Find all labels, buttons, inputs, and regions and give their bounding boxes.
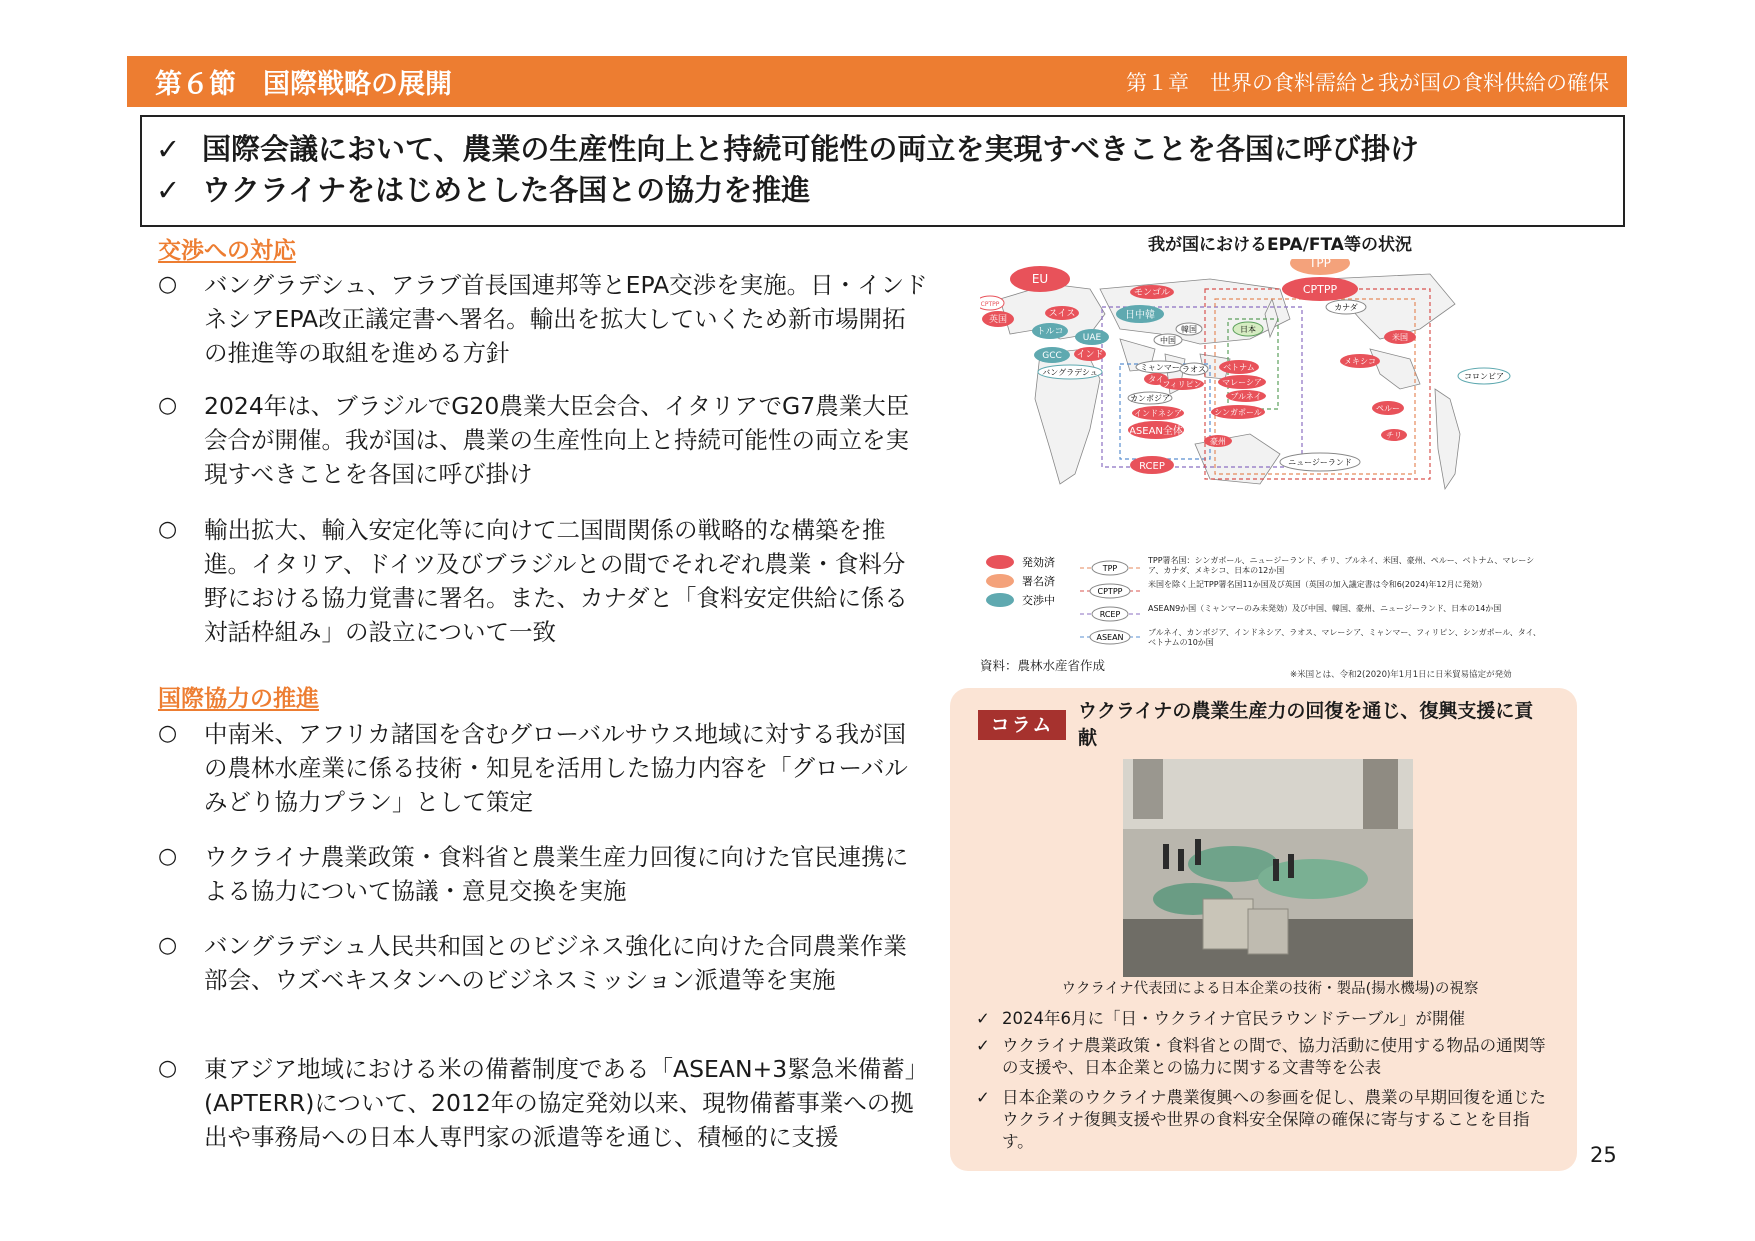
legend-signed: 署名済 xyxy=(1022,575,1055,588)
brunei-label: ブルネイ xyxy=(1230,392,1262,401)
cptpp-legend-label: CPTPP xyxy=(1097,587,1123,596)
legend-negotiating: 交渉中 xyxy=(1022,594,1055,607)
mongolia-label: モンゴル xyxy=(1133,288,1171,298)
circle-bullet-icon: ○ xyxy=(158,272,178,297)
photo-person xyxy=(1178,849,1184,871)
column-badge: コラム xyxy=(978,710,1066,740)
check-icon: ✓ xyxy=(976,1009,990,1028)
tpp-legend-label: TPP xyxy=(1102,564,1118,573)
negotiation-heading: 交渉への対応 xyxy=(158,238,296,264)
bangladesh-label: バングラデシュ xyxy=(1042,368,1098,377)
thai-label: タイ xyxy=(1148,375,1164,384)
circle-bullet-icon: ○ xyxy=(158,844,178,869)
map-note: ※米国とは、令和2(2020)年1月1日に日米貿易協定が発効 xyxy=(1290,670,1512,680)
swiss-label: スイス xyxy=(1048,309,1076,319)
legend-swatch-effective xyxy=(986,555,1014,569)
asean-desc-box xyxy=(1148,628,1548,652)
korea-label: 韓国 xyxy=(1181,325,1197,334)
tpp-label: TPP xyxy=(1309,259,1331,270)
column-list-item xyxy=(976,1087,1561,1153)
chapter-title: 第１章 世界の食料需給と我が国の食料供給の確保 xyxy=(1126,70,1609,95)
bullet-text: 2024年は、ブラジルでG20農業大臣会合、イタリアでG7農業大臣会合が開催。我が国は、農業の生産性向上と持続可能性の両立を実現すべきことを各国に呼び掛け xyxy=(204,392,910,488)
malaysia-label: マレーシア xyxy=(1222,378,1262,387)
bullet-text: ウクライナ農業政策・食料省と農業生産力回復に向けた官民連携による協力について協議・意見交換を実施 xyxy=(204,843,909,905)
philippines-label: フィリピン xyxy=(1162,380,1202,389)
list-item xyxy=(158,268,928,370)
check-icon: ✓ xyxy=(976,1088,990,1107)
tpp-desc: TPP署名国：シンガポール、ニュージーランド、チリ、ブルネイ、米国、豪州、ペルー、ベトナム、マレーシア、カナダ、メキシコ、日本の12か国 xyxy=(1148,556,1535,575)
mexico-label: メキシコ xyxy=(1344,357,1376,366)
colombia-label: コロンビア xyxy=(1464,372,1504,381)
page-number: 25 xyxy=(1590,1143,1617,1167)
summary-line xyxy=(156,129,1623,170)
check-icon: ✓ xyxy=(976,1036,990,1055)
photo-control-panel xyxy=(1248,909,1288,954)
bullet-text: 東アジア地域における米の備蓄制度である「ASEAN+3緊急米備蓄」(APTERR)について、2012年の協定発効以来、現物備蓄事業への拠出や事務局への日本人専門家の派遣等を通じ、積極的に支援 xyxy=(204,1055,917,1151)
circle-bullet-icon: ○ xyxy=(158,721,178,746)
column-bullet-text: 日本企業のウクライナ農業復興への参画を促し、農業の早期回復を通じたウクライナ復興支援や世界の食料安全保障の確保に寄与することを目指す。 xyxy=(1002,1088,1547,1151)
uae-label: UAE xyxy=(1082,333,1102,343)
photo-person xyxy=(1273,859,1279,881)
usa-label: 米国 xyxy=(1392,333,1408,342)
list-item xyxy=(158,717,928,819)
japan-label: 日本 xyxy=(1240,325,1256,334)
laos-label: ラオス xyxy=(1182,365,1206,374)
circle-bullet-icon: ○ xyxy=(158,1056,178,1081)
rcep-desc-box xyxy=(1148,604,1548,628)
eu-label: EU xyxy=(1031,272,1049,286)
rcep-desc: ASEAN9か国（ミャンマーのみ未発効）及び中国、韓国、豪州、ニュージーランド、日本の14か国 xyxy=(1148,604,1502,613)
photo-person xyxy=(1163,844,1169,869)
section-title: 第６節 国際戦略の展開 xyxy=(155,69,452,100)
group-legend xyxy=(1080,556,1548,652)
column-title: ウクライナの農業生産力の回復を通じ、復興支援に貢献 xyxy=(1078,700,1534,749)
legend-swatch-signed xyxy=(986,574,1014,588)
column-list-item xyxy=(976,1008,1561,1030)
check-icon: ✓ xyxy=(156,132,181,166)
bullet-text: バングラデシュ人民共和国とのビジネス強化に向けた合同農業作業部会、ウズベキスタンへのビジネスミッション派遣等を実施 xyxy=(204,932,907,994)
asean-legend-label: ASEAN xyxy=(1096,633,1124,642)
chile-label: チリ xyxy=(1386,431,1402,440)
asean-desc: ブルネイ、カンボジア、インドネシア、ラオス、マレーシア、ミャンマー、フィリピン、シンガポール、タイ、ベトナムの10か国 xyxy=(1148,628,1541,647)
asean-label: ASEAN全体 xyxy=(1129,426,1183,437)
peru-label: ペルー xyxy=(1376,404,1400,413)
section-header-bar xyxy=(127,56,1627,107)
map-title: 我が国におけるEPA/FTA等の状況 xyxy=(1148,235,1412,255)
bullet-text: 輸出拡大、輸入安定化等に向けて二国間関係の戦略的な構築を推進。イタリア、ドイツ及びブラジルとの間でそれぞれ農業・食料分野における協力覚書に署名。また、カナダと「食料安定供給に係る対話枠組み」の設立について一致 xyxy=(204,516,908,646)
epa-fta-map xyxy=(980,259,1550,534)
cptpp-label: CPTPP xyxy=(1302,283,1338,296)
summary-text: ウクライナをはじめとした各国との協力を推進 xyxy=(202,173,811,207)
summary-box xyxy=(140,115,1625,227)
rcep-label: RCEP xyxy=(1139,461,1165,472)
summary-line xyxy=(156,170,1623,211)
photo-pillar xyxy=(1363,759,1398,829)
cptpp-desc-box xyxy=(1148,580,1548,604)
bullet-text: バングラデシュ、アラブ首長国連邦等とEPA交渉を実施。日・インドネシアEPA改正議定書へ署名。輸出を拡大していくため新市場開拓の推進等の取組を進める方針 xyxy=(204,271,928,367)
circle-bullet-icon: ○ xyxy=(158,933,178,958)
legend-effective: 発効済 xyxy=(1022,556,1055,569)
map-legend xyxy=(980,548,1550,653)
photo-pillar xyxy=(1133,759,1163,819)
photo-caption: ウクライナ代表団による日本企業の技術・製品(揚水機場)の視察 xyxy=(1061,981,1479,997)
column-bullet-text: 2024年6月に「日・ウクライナ官民ラウンドテーブル」が開催 xyxy=(1002,1009,1466,1028)
singapore-label: シンガポール xyxy=(1214,408,1262,417)
pump-station-photo xyxy=(1123,759,1413,977)
circle-bullet-icon: ○ xyxy=(158,393,178,418)
china-label: 中国 xyxy=(1160,336,1176,345)
list-item xyxy=(158,1052,928,1154)
list-item xyxy=(158,840,928,908)
column-bullet-text: ウクライナ農業政策・食料省との間で、協力活動に使用する物品の通関等の支援や、日本企業との協力に関する文書等を公表 xyxy=(1002,1036,1546,1077)
vietnam-label: ベトナム xyxy=(1223,363,1255,372)
cptpp-uk-label: CPTPP xyxy=(980,301,1000,308)
nz-label: ニュージーランド xyxy=(1288,458,1352,467)
australia-label: 豪州 xyxy=(1210,437,1226,446)
turkey-label: トルコ xyxy=(1036,327,1064,337)
status-legend xyxy=(986,555,1055,607)
list-item xyxy=(158,513,928,649)
map-source: 資料：農林水産省作成 xyxy=(980,658,1106,673)
bullet-text: 中南米、アフリカ諸国を含むグローバルサウス地域に対する我が国の農林水産業に係る技術・知見を活用した協力内容を「グローバルみどり協力プラン」として策定 xyxy=(204,720,908,816)
cooperation-heading: 国際協力の推進 xyxy=(158,686,319,712)
tpp-desc-box xyxy=(1148,556,1548,580)
cjk-label: 日中韓 xyxy=(1125,310,1155,321)
indonesia-label: インドネシア xyxy=(1134,409,1182,418)
photo-person xyxy=(1288,854,1294,878)
canada-label: カナダ xyxy=(1334,303,1358,312)
uk-label: 英国 xyxy=(988,315,1008,325)
legend-swatch-negotiating xyxy=(986,593,1014,607)
myanmar-label: ミャンマー xyxy=(1140,363,1180,372)
photo-person xyxy=(1195,839,1201,865)
summary-text: 国際会議において、農業の生産性向上と持続可能性の両立を実現すべきことを各国に呼び掛け xyxy=(202,132,1419,166)
column-list-item xyxy=(976,1035,1561,1079)
list-item xyxy=(158,929,928,997)
check-icon: ✓ xyxy=(156,173,181,207)
cptpp-desc: 米国を除く上記TPP署名国11か国及び英国（英国の加入議定書は令和6(2024)年12月に発効） xyxy=(1148,580,1487,589)
india-label: インド xyxy=(1076,350,1104,360)
list-item xyxy=(158,389,928,491)
cambodia-label: カンボジア xyxy=(1130,394,1170,403)
circle-bullet-icon: ○ xyxy=(158,517,178,542)
gcc-label: GCC xyxy=(1042,351,1062,361)
rcep-legend-label: RCEP xyxy=(1099,610,1121,619)
photo-control-panel xyxy=(1203,899,1253,949)
